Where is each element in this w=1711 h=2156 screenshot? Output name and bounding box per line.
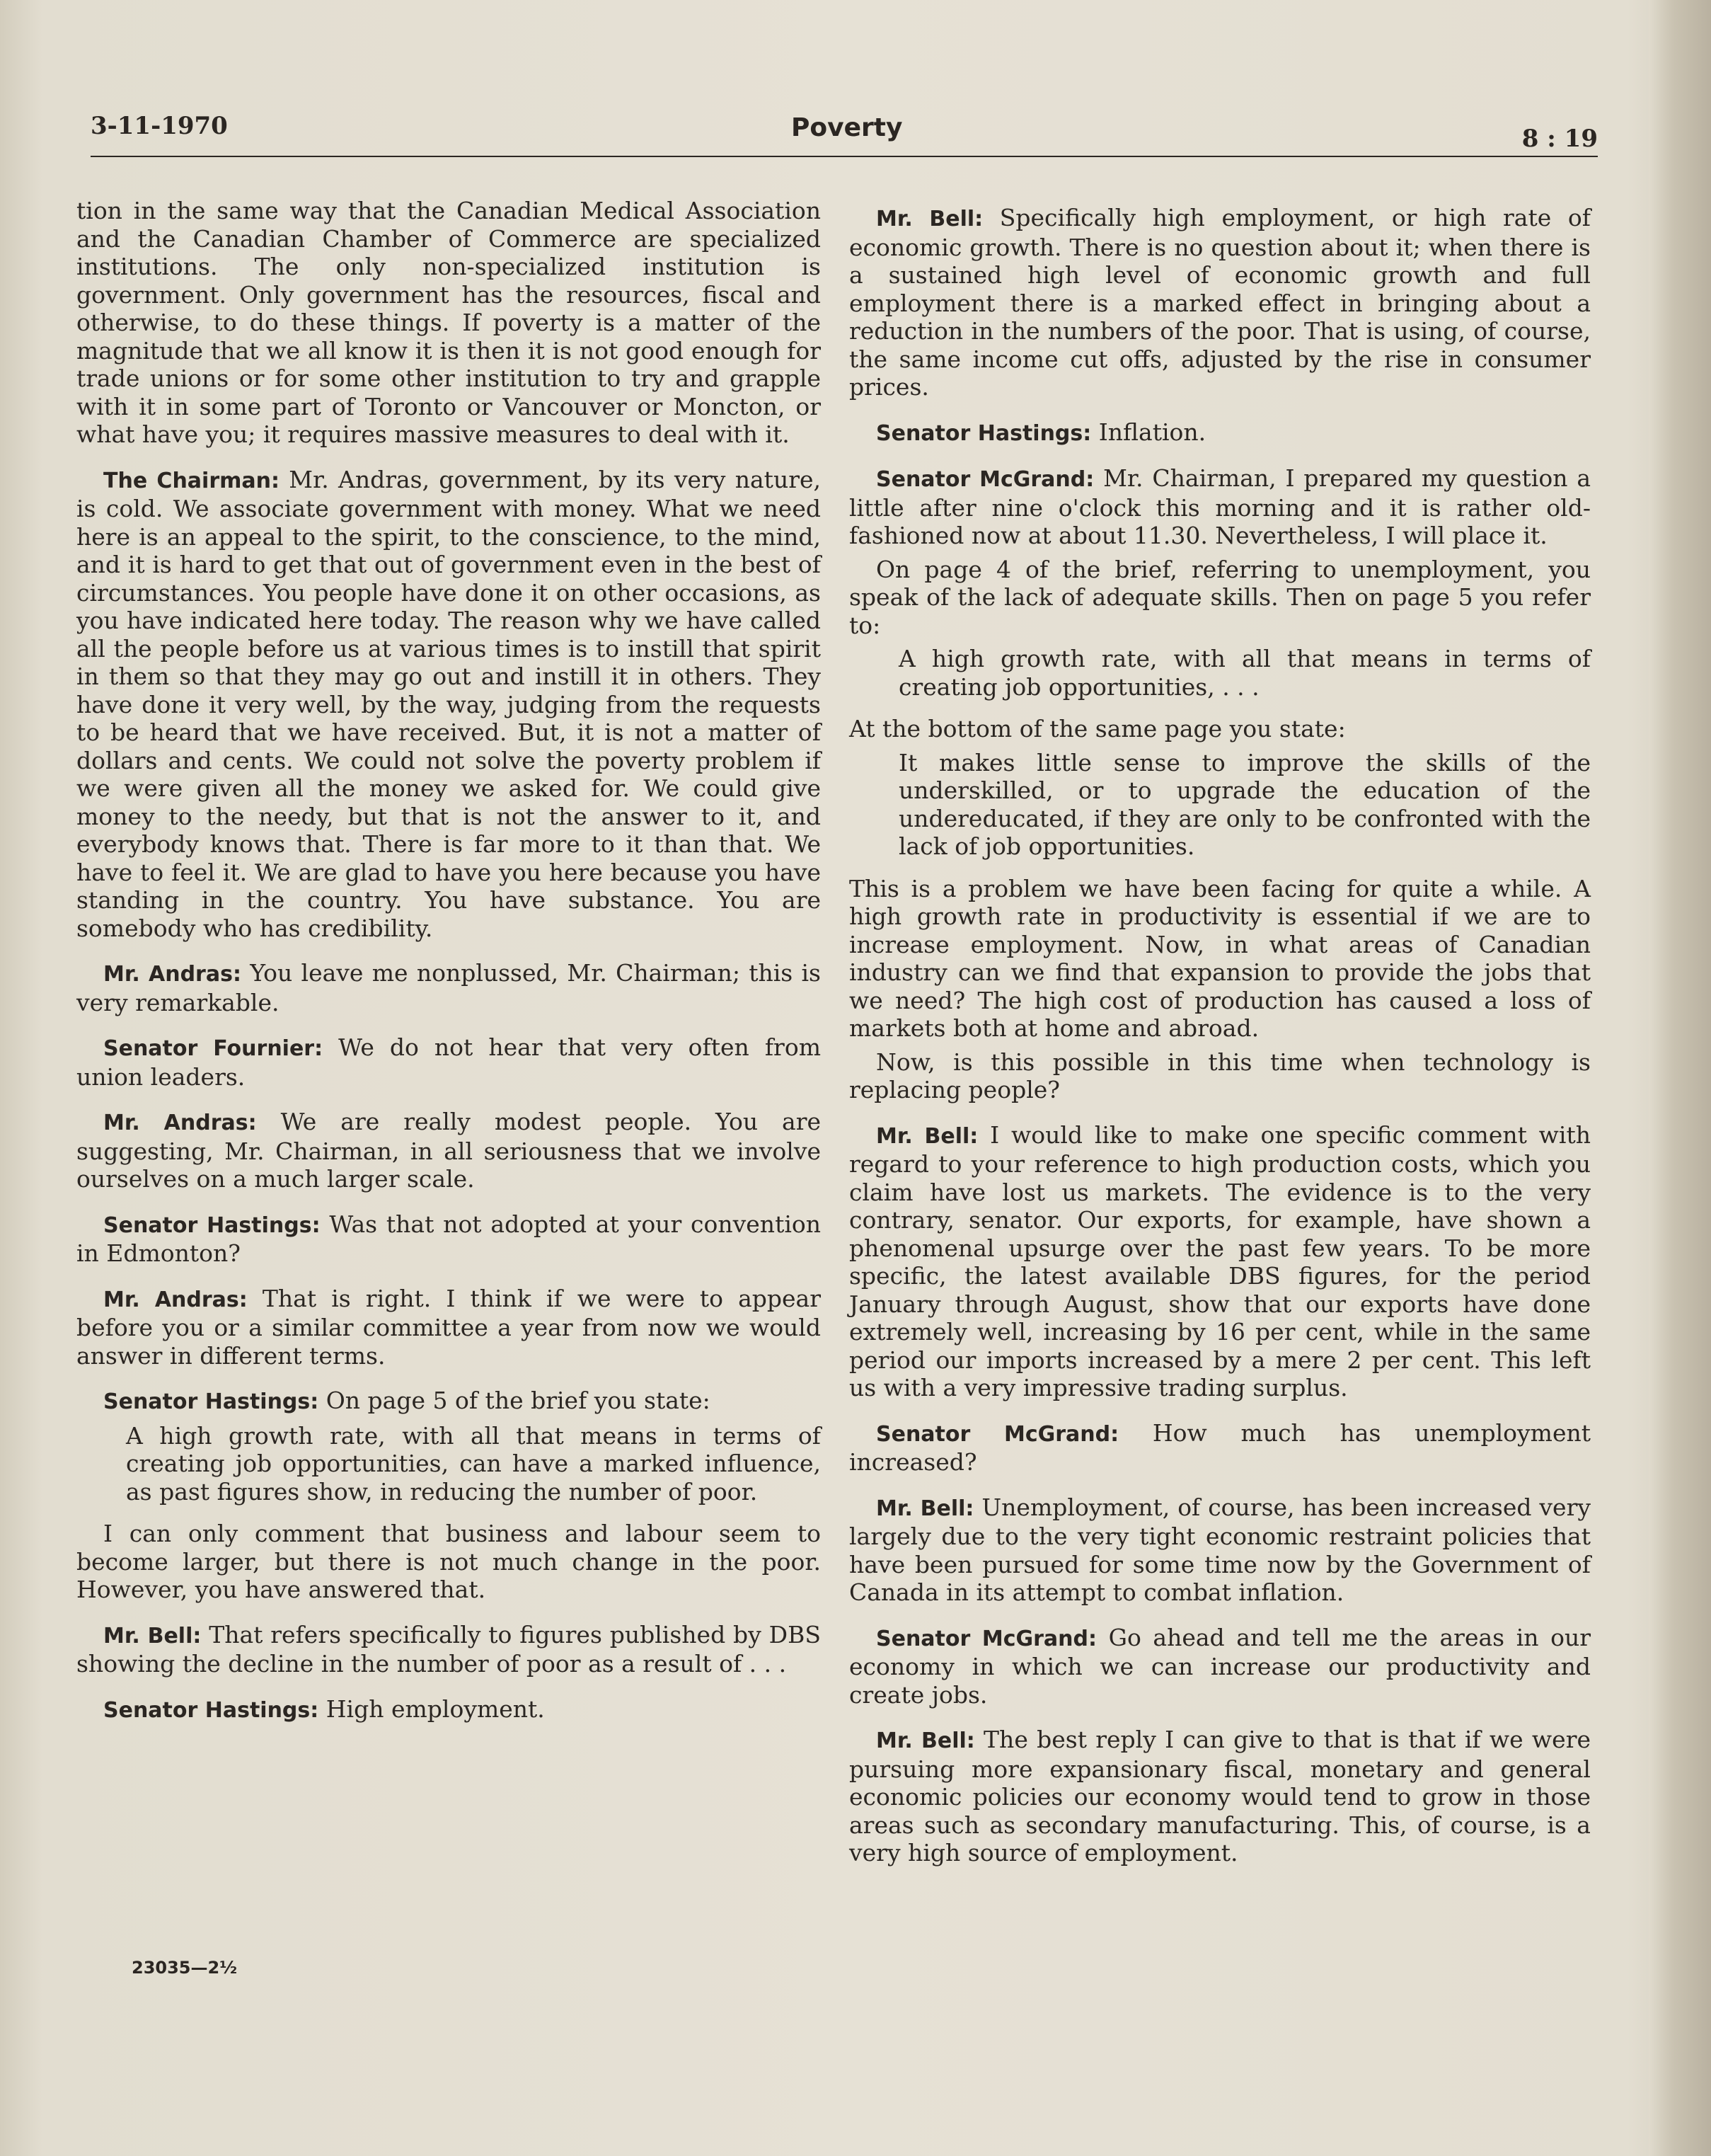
block-quote: A high growth rate, with all that means in terms of creating job opportunities, . . . xyxy=(899,645,1591,701)
speech-text: Was that not adopted at your convention in Edmonton? xyxy=(76,1210,821,1267)
speaker-name: Mr. Bell: xyxy=(876,1123,979,1149)
speaker-name: Senator McGrand: xyxy=(876,1626,1097,1651)
speaker-name: Senator Hastings: xyxy=(103,1212,321,1238)
speech-text: Mr. Chairman, I prepared my question a little after nine o'clock this morning and it is rather old-fashioned now at about 11.30. Nevertheless, I will place it. xyxy=(849,464,1591,549)
speech-text: On page 5 of the brief you state: xyxy=(318,1387,710,1414)
speech-text: You leave me nonplussed, Mr. Chairman; this is very remarkable. xyxy=(76,959,821,1016)
speech-text: Specifically high employment, or high rate of economic growth. There is no question about it; when there is a sustained high level of economic growth and full employment there is a marked effect in bringing about a reduction in the numbers of the poor. That is using, of course, the same income cut offs, adjusted by the rise in consumer prices. xyxy=(849,204,1591,401)
speech-text: That is right. I think if we were to appear before you or a similar committee a year from now we would answer in different terms. xyxy=(76,1284,821,1370)
page-header xyxy=(91,112,1598,157)
speaker-name: Mr. Andras: xyxy=(103,1111,257,1135)
paragraph: I can only comment that business and labour seem to become larger, but there is not much change in the poor. However, you have answered that. xyxy=(76,1520,821,1603)
speech-text: High employment. xyxy=(318,1695,545,1723)
paragraph xyxy=(849,1726,1591,1867)
paragraph xyxy=(76,1387,821,1416)
paragraph xyxy=(849,1624,1591,1709)
speech-text: That refers specifically to figures published by DBS showing the decline in the number of poor as a result of . . . xyxy=(76,1620,821,1678)
speech-text: Go ahead and tell me the areas in our economy in which we can increase our productivity and create jobs. xyxy=(849,1623,1591,1709)
speaker-name: Senator Hastings: xyxy=(876,420,1092,446)
paragraph: This is a problem we have been facing for quite a while. A high growth rate in productivity is essential if we are to increase employment. Now, in what areas of Canadian industry can we find that expansion to provide the jobs that we need? The high cost of production has caused a loss of markets both at home and abroad. xyxy=(849,874,1591,1042)
paragraph xyxy=(849,1121,1591,1402)
paragraph xyxy=(76,466,821,943)
speaker-name: Senator Hastings: xyxy=(103,1389,319,1414)
block-quote: It makes little sense to improve the skills of the underskilled, or to upgrade the education of the undereducated, if they are only to be confronted with the lack of job opportunities. xyxy=(899,748,1591,860)
paragraph xyxy=(849,1493,1591,1607)
page-edge xyxy=(1649,0,1711,2156)
paragraph: At the bottom of the same page you state: xyxy=(849,715,1346,742)
print-code: 23035—2½ xyxy=(132,1958,238,1978)
speaker-name: Senator Fournier: xyxy=(103,1036,323,1061)
paragraph xyxy=(76,1108,821,1193)
paragraph xyxy=(76,1033,821,1091)
paragraph xyxy=(76,959,821,1016)
paragraph xyxy=(849,464,1591,550)
speaker-name: Senator McGrand: xyxy=(876,1421,1119,1447)
left-column xyxy=(76,197,821,1741)
paragraph xyxy=(849,204,1591,401)
paragraph xyxy=(849,1419,1591,1476)
speech-text: The best reply I can give to that is that if we were pursuing more expansionary fiscal, monetary and general economic policies our economy would tend to grow in those areas such as secondary manufacturing. This, of course, is a very high source of employment. xyxy=(849,1726,1591,1867)
speech-text: Inflation. xyxy=(1091,418,1206,446)
speaker-name: Mr. Andras: xyxy=(103,962,241,987)
paragraph xyxy=(76,1285,821,1370)
header-date: 3-11-1970 xyxy=(91,112,228,140)
block-quote: A high growth rate, with all that means in terms of creating job opportunities, can have a marked influence, as past figures show, in reducing the number of poor. xyxy=(126,1421,821,1506)
speaker-name: Mr. Andras: xyxy=(103,1287,248,1312)
header-title: Poverty xyxy=(791,113,903,142)
paragraph xyxy=(849,418,1591,448)
paragraph xyxy=(76,1621,821,1678)
speaker-name: Mr. Bell: xyxy=(103,1623,202,1648)
speaker-name: Mr. Bell: xyxy=(876,1496,974,1521)
speaker-name: The Chairman: xyxy=(103,468,280,493)
speaker-name: Mr. Bell: xyxy=(876,1728,975,1753)
speech-text: How much has unemployment increased? xyxy=(849,1418,1591,1476)
speech-text: Unemployment, of course, has been increased very largely due to the very tight economic restraint policies that have been pursued for some time now by the Government of Canada in its attempt to combat inflation. xyxy=(849,1493,1591,1606)
paragraph: tion in the same way that the Canadian Medical Association and the Canadian Chamber of Commerce are specialized institutions. The only non-specialized institution is government. Only government has the resources, fiscal and otherwise, to do these things. If poverty is a matter of the magnitude that we all know it is then it is not good enough for trade unions or for some other institution to try and grapple with it in some part of Toronto or Vancouver or Moncton, or what have you; it requires massive measures to deal with it. xyxy=(76,197,821,448)
speech-text: Mr. Andras, government, by its very nature, is cold. We associate government with money. What we need here is an appeal to the spirit, to the conscience, to the mind, and it is hard to get that out of government even in the best of circumstances. You people have done it on other occasions, as you have indicated here today. The reason why we have called all the people before us at various times is to instill that spirit in them so that they may go out and instill it in others. They have done it very well, by the way, judging from the requests to be heard that we have received. But, it is not a matter of dollars and cents. We could not solve the poverty problem if we were given all the money we asked for. We could give money to the needy, but that is not the answer to it, and everybody knows that. There is far more to it than that. We have to feel it. We are glad to have you here because you have standing in the country. You have substance. You are somebody who has credibility. xyxy=(76,465,821,942)
paragraph: On page 4 of the brief, referring to unemployment, you speak of the lack of adequate skills. Then on page 5 you refer to: xyxy=(849,555,1591,639)
speaker-name: Senator McGrand: xyxy=(876,467,1095,492)
speaker-name: Mr. Bell: xyxy=(876,207,984,231)
speech-text: We are really modest people. You are suggesting, Mr. Chairman, in all seriousness that we involve ourselves on a much larger scale. xyxy=(76,1108,822,1193)
paragraph xyxy=(76,1210,821,1268)
speaker-name: Senator Hastings: xyxy=(103,1697,319,1723)
header-page-number: 8 : 19 xyxy=(1521,125,1598,153)
paragraph xyxy=(76,1695,821,1725)
speech-text: I would like to make one specific comment with regard to your reference to high production costs, which you claim have lost us markets. The evidence is to the very contrary, senator. Our exports, for example, have shown a phenomenal upsurge over the past few years. To be more specific, the latest available DBS figures, for the period January through August, show that our exports have done extremely well, increasing by 16 per cent, while in the same period our imports increased by a mere 2 per cent. This left us with a very impressive trading surplus. xyxy=(849,1120,1591,1401)
paragraph: Now, is this possible in this time when technology is replacing people? xyxy=(849,1048,1591,1103)
speech-text: We do not hear that very often from union leaders. xyxy=(76,1033,821,1091)
right-column xyxy=(849,204,1591,1884)
